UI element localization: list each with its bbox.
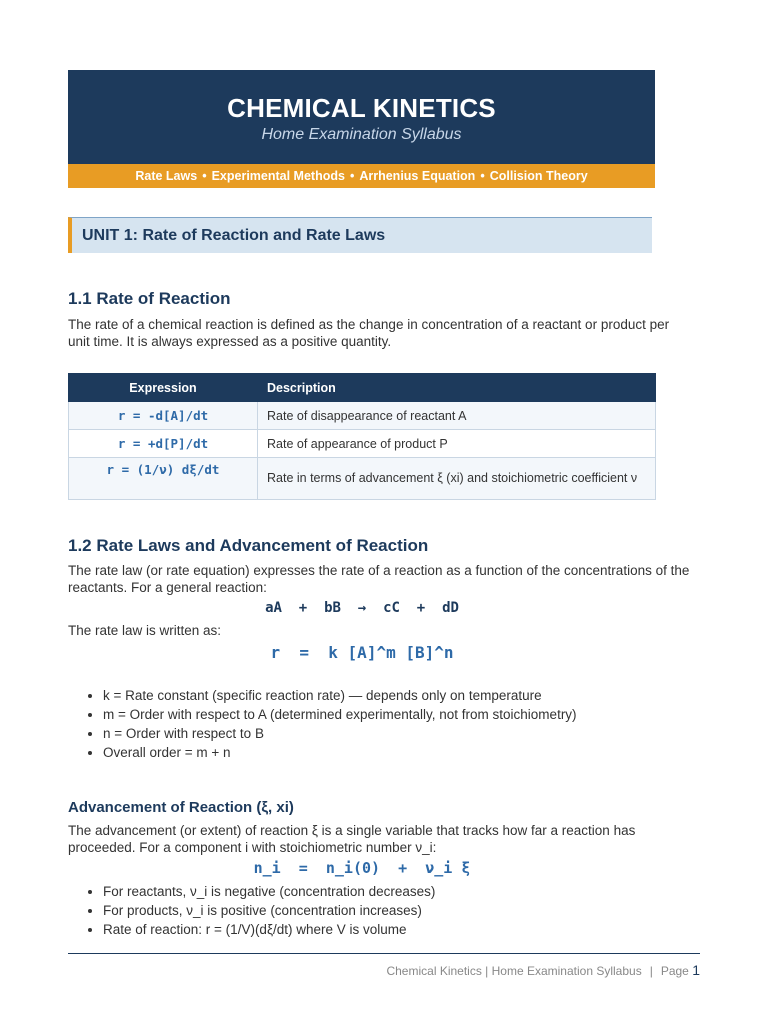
section-paragraph: The rate law (or rate equation) expresses the rate of a reaction as a function of the concentrations of the reactants. For a general reaction: xyxy=(68,563,690,595)
table-row xyxy=(69,430,656,458)
page-label: Page xyxy=(660,964,689,978)
topic-item: Rate Laws xyxy=(135,169,198,183)
topic-item: Experimental Methods xyxy=(211,169,345,183)
section-paragraph: The rate law is written as: xyxy=(68,623,222,638)
table-cell-expression: r = -d[A]/dt xyxy=(69,402,258,430)
topic-separator: • xyxy=(349,169,355,183)
rate-expressions-table xyxy=(68,373,656,500)
section-paragraph: The advancement (or extent) of reaction ξ is a single variable that tracks how far a reaction has proceeded. For a component i with stoichiometric number ν_i: xyxy=(68,823,636,855)
table-cell-description: Rate of disappearance of reactant A xyxy=(258,402,656,430)
section-paragraph: The rate of a chemical reaction is defined as the change in concentration of a reactant or product per unit time. It is always expressed as a positive quantity. xyxy=(68,317,670,349)
topic-separator: • xyxy=(202,169,207,183)
list-item: • n = Order with respect to B xyxy=(103,724,577,743)
document-title: CHEMICAL KINETICS xyxy=(227,93,496,123)
topics-strip xyxy=(68,164,655,188)
unit-heading: UNIT 1: Rate of Reaction and Rate Laws xyxy=(68,217,652,253)
table-row xyxy=(69,402,656,430)
page-footer xyxy=(386,961,700,980)
section-heading-rate-laws: 1.2 Rate Laws and Advancement of Reaction xyxy=(68,536,429,555)
document-header-banner xyxy=(68,70,655,164)
advancement-equation: n_i = n_i(0) + ν_i ξ xyxy=(253,859,471,877)
general-reaction-equation: aA + bB → cC + dD xyxy=(265,600,459,616)
table-row xyxy=(69,458,656,500)
list-item: • For reactants, ν_i is negative (concentration decreases) xyxy=(103,882,435,901)
footer-separator: | xyxy=(649,964,653,978)
table-header-expression: Expression xyxy=(69,374,258,402)
topic-item: Collision Theory xyxy=(489,169,588,183)
page-number: 1 xyxy=(692,962,700,978)
table-header-description: Description xyxy=(258,374,656,402)
advancement-bullets xyxy=(84,882,435,939)
topic-item: Arrhenius Equation xyxy=(359,169,476,183)
document-subtitle: Home Examination Syllabus xyxy=(261,126,462,143)
subsection-heading-advancement: Advancement of Reaction (ξ, xi) xyxy=(68,799,294,816)
rate-law-equation: r = k [A]^m [B]^n xyxy=(270,643,454,662)
list-item: • For products, ν_i is positive (concentration increases) xyxy=(103,901,435,920)
section-heading-rate-of-reaction: 1.1 Rate of Reaction xyxy=(68,289,231,308)
table-cell-expression: r = +d[P]/dt xyxy=(69,430,258,458)
table-cell-description: Rate in terms of advancement ξ (xi) and stoichiometric coefficient ν xyxy=(258,458,656,500)
list-item: • Rate of reaction: r = (1/V)(dξ/dt) where V is volume xyxy=(103,920,435,939)
list-item: • k = Rate constant (specific reaction rate) — depends only on temperature xyxy=(103,686,577,705)
list-item: • m = Order with respect to A (determined experimentally, not from stoichiometry) xyxy=(103,705,577,724)
table-header-row xyxy=(69,374,656,402)
footer-text: Chemical Kinetics | Home Examination Syllabus xyxy=(386,964,642,978)
footer-divider xyxy=(68,953,700,954)
rate-law-bullets xyxy=(84,686,577,762)
list-item: • Overall order = m + n xyxy=(103,743,577,762)
table-cell-description: Rate of appearance of product P xyxy=(258,430,656,458)
table-cell-expression: r = (1/ν) dξ/dt xyxy=(69,458,258,500)
topic-separator: • xyxy=(480,169,485,183)
